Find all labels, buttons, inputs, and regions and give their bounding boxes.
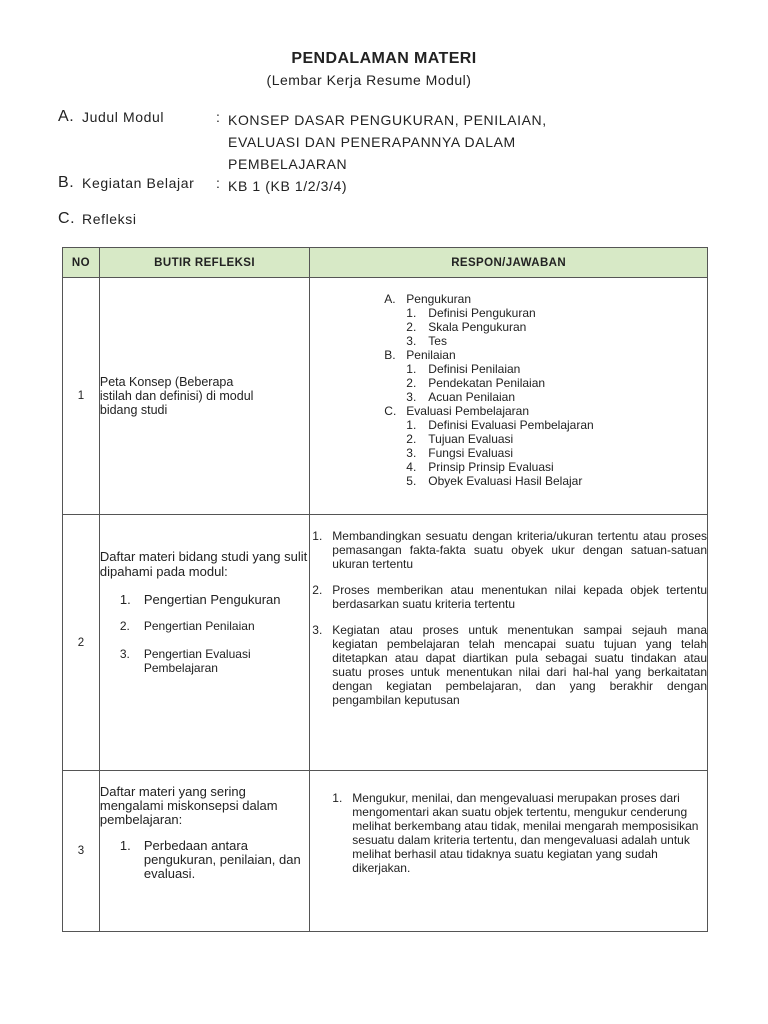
list-item — [120, 619, 309, 633]
list-item — [406, 474, 707, 488]
judul-modul-line: PEMBELAJARAN — [228, 156, 348, 172]
item-marker: 2. — [119, 619, 130, 633]
header-judul-modul — [58, 108, 547, 172]
item-text: Proses memberikan atau menentukan nilai kepada objek tertentu berdasarkan suatu kriteria tertentu — [332, 583, 707, 611]
butir-line: bidang studi — [99, 403, 168, 417]
item-text: Kegiatan atau proses untuk menentukan sampai sejauh mana kegiatan pembelajaran telah mencapai suatu tujuan yang telah ditetapkan atau dapat diartikan pula sebagai suatu tindakan atau suatu proses untuk menentukan nilai dari hal-hal yang berkaitatan dengan kegiatan pembelajaran, dan yang berakhir dengan pengambilan keputusan — [332, 623, 707, 707]
concept-section — [384, 292, 707, 348]
item-text: Definisi Evaluasi Pembelajaran — [428, 418, 594, 432]
section-label: Penilaian — [406, 348, 456, 362]
item-marker: 3. — [406, 390, 417, 404]
list-item — [406, 306, 707, 320]
section-letter-b: B. — [58, 174, 75, 191]
list-item — [330, 791, 705, 875]
list-item — [406, 432, 707, 446]
item-text: Pengertian Pengukuran — [143, 592, 281, 607]
list-item — [406, 320, 707, 334]
item-text: Obyek Evaluasi Hasil Belajar — [428, 474, 583, 488]
section-marker: C. — [384, 404, 397, 418]
item-marker: 1. — [406, 418, 417, 432]
section-letter-a: A. — [58, 108, 75, 125]
item-text: Membandingkan sesuatu dengan kriteria/ukuran tertentu atau proses pemasangan fakta-fakta suatu obyek ukur dengan satuan-satuan ukuran tertentu — [332, 529, 707, 571]
butir-list — [100, 839, 309, 881]
item-text: Pengertian Evaluasi Pembelajaran — [143, 647, 251, 675]
butir-text — [100, 375, 309, 417]
concept-map-list — [310, 292, 707, 488]
list-item — [406, 460, 707, 474]
butir-line: istilah dan definisi) di modul — [99, 389, 254, 403]
list-item — [120, 839, 309, 881]
judul-modul-colon: : — [216, 109, 221, 125]
concept-sublist — [406, 362, 707, 404]
judul-modul-line: KONSEP DASAR PENGUKURAN, PENILAIAN, — [228, 112, 547, 128]
kegiatan-belajar-colon: : — [216, 175, 221, 191]
butir-line: Peta Konsep (Beberapa — [99, 375, 234, 389]
item-text: Acuan Penilaian — [428, 390, 516, 404]
item-text: Perbedaan antara pengukuran, penilaian, dan evaluasi. — [143, 838, 301, 881]
item-marker: 1. — [119, 592, 131, 607]
item-marker: 2. — [406, 432, 417, 446]
list-item — [120, 593, 309, 607]
refleksi-label: Refleksi — [82, 211, 137, 227]
item-text: Mengukur, menilai, dan mengevaluasi merupakan proses dari mengomentari akan suatu objek tertentu, mengukur cenderung melihat berkembang atau tidak, menilai mengarah memposisikan sesuatu dalam kriteria tertentu, dan mengevaluasi adalah untuk melihat berhasil atau tidaknya suatu kegiatan yang sudah dikerjakan. — [352, 791, 699, 875]
item-marker: 1. — [119, 838, 131, 853]
judul-modul-value — [228, 109, 547, 175]
list-item — [406, 418, 707, 432]
column-header-no: NO — [63, 248, 100, 278]
row-number: 3 — [63, 771, 100, 932]
concept-section — [384, 348, 707, 404]
section-marker: B. — [384, 348, 396, 362]
item-marker: 3. — [406, 334, 417, 348]
butir-cell — [99, 771, 309, 932]
judul-modul-line: EVALUASI DAN PENERAPANNYA DALAM — [228, 134, 516, 150]
list-item — [310, 623, 707, 707]
item-marker: 3. — [406, 446, 417, 460]
butir-cell — [99, 278, 309, 515]
table-row — [63, 278, 708, 515]
list-item — [406, 376, 707, 390]
respon-cell — [310, 771, 708, 932]
section-marker: A. — [384, 292, 396, 306]
item-marker: 1. — [332, 791, 343, 805]
column-header-respon: RESPON/JAWABAN — [310, 248, 708, 278]
item-text: Definisi Penilaian — [428, 362, 521, 376]
item-text: Pendekatan Penilaian — [428, 376, 546, 390]
respon-cell — [310, 515, 708, 771]
butir-list — [100, 593, 309, 675]
kegiatan-belajar-value: KB 1 (KB 1/2/3/4) — [228, 178, 348, 194]
respon-cell — [310, 278, 708, 515]
row-number: 2 — [63, 515, 100, 771]
butir-intro: Daftar materi yang sering mengalami miskonsepsi dalam pembelajaran: — [99, 784, 278, 827]
header-kegiatan-belajar — [58, 174, 348, 194]
item-text: Skala Pengukuran — [428, 320, 527, 334]
item-marker: 5. — [406, 474, 417, 488]
document-subtitle: (Lembar Kerja Resume Modul) — [266, 72, 472, 88]
item-marker: 4. — [406, 460, 417, 474]
section-label: Pengukuran — [406, 292, 471, 306]
item-marker: 3. — [119, 647, 130, 661]
item-marker: 1. — [406, 306, 417, 320]
item-marker: 2. — [312, 583, 323, 597]
item-marker: 2. — [406, 320, 417, 334]
header-refleksi — [58, 210, 137, 228]
list-item — [406, 334, 707, 348]
item-marker: 2. — [406, 376, 417, 390]
item-marker: 1. — [312, 529, 323, 543]
kegiatan-belajar-label: Kegiatan Belajar — [82, 175, 195, 191]
concept-section — [384, 404, 707, 488]
list-item — [406, 446, 707, 460]
judul-modul-label: Judul Modul — [82, 109, 165, 125]
item-text: Prinsip Prinsip Evaluasi — [428, 460, 554, 474]
list-item — [406, 362, 707, 376]
table-row — [63, 515, 708, 771]
list-item — [310, 583, 707, 611]
respon-list — [310, 529, 707, 707]
item-text: Pengertian Penilaian — [143, 619, 255, 633]
item-text: Tujuan Evaluasi — [428, 432, 514, 446]
document-title: PENDALAMAN MATERI — [291, 50, 477, 67]
list-item — [120, 647, 309, 675]
item-marker: 1. — [406, 362, 417, 376]
row-number: 1 — [63, 278, 100, 515]
item-marker: 3. — [312, 623, 323, 637]
item-text: Definisi Pengukuran — [428, 306, 536, 320]
list-item — [406, 390, 707, 404]
section-letter-c: C. — [58, 210, 76, 227]
item-text: Fungsi Evaluasi — [428, 446, 513, 460]
table-header-row — [63, 248, 708, 278]
table-row — [63, 771, 708, 932]
concept-sublist — [406, 306, 707, 348]
concept-sublist — [406, 418, 707, 488]
list-item — [310, 529, 707, 571]
butir-cell — [99, 515, 309, 771]
reflection-table — [62, 247, 708, 932]
item-text: Tes — [428, 334, 447, 348]
respon-list — [310, 791, 707, 875]
section-label: Evaluasi Pembelajaran — [406, 404, 530, 418]
column-header-butir: BUTIR REFLEKSI — [99, 248, 309, 278]
butir-intro: Daftar materi bidang studi yang sulit dipahami pada modul: — [99, 549, 308, 579]
